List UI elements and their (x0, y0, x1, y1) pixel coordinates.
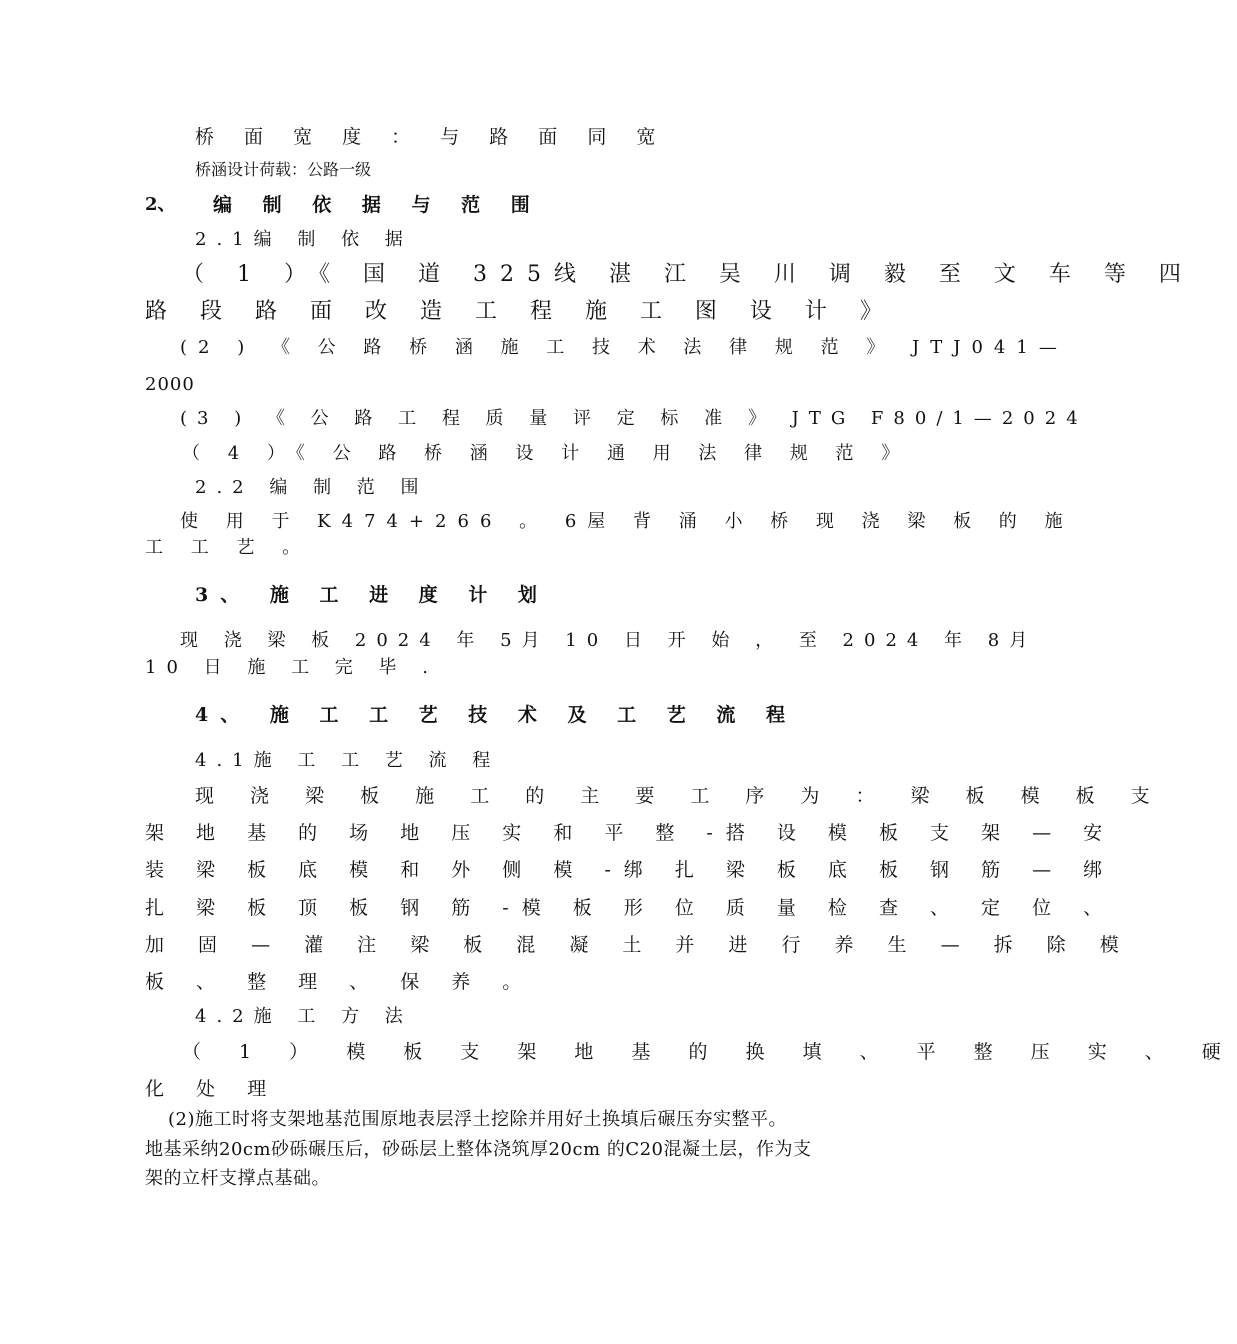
method-item-1-line-1: （ 1 ） 模 板 支 架 地 基 的 换 填 、 平 整 压 实 、 硬 (182, 1041, 1237, 1063)
basis-item-1-line-1: （ 1 ）《 国 道 325线 湛 江 吴 川 调 毅 至 文 车 等 四 (182, 262, 1194, 287)
process-line-6: 板 、 整 理 、 保 养 。 (145, 971, 535, 993)
basis-item-4: （ 4 ）《 公 路 桥 涵 设 计 通 用 法 律 规 范 》 (182, 443, 911, 464)
method-item-2-line-2: 地基采纳20cm砂砾碾压后，砂砾层上整体浇筑厚20cm 的C20混凝土层，作为支 (145, 1139, 812, 1160)
design-load-line: 桥涵设计荷载：公路一级 (195, 160, 372, 179)
basis-item-3: (3 ) 《 公 路 工 程 质 量 评 定 标 准 》 JTG F80/1—2024 (180, 408, 1088, 429)
method-item-2-line-3: 架的立杆支撑点基础。 (145, 1168, 330, 1189)
subsection-4-1-heading: 4.1施 工 工 艺 流 程 (195, 750, 501, 771)
process-line-2: 架 地 基 的 场 地 压 实 和 平 整 -搭 设 模 板 支 架 — 安 (145, 822, 1116, 844)
section-3-heading: 3、 施 工 进 度 计 划 (195, 584, 549, 606)
basis-item-2-line-2: 2000 (145, 374, 195, 395)
schedule-line-2: 10 日 施 工 完 毕 . (145, 657, 438, 678)
process-line-1: 现 浇 梁 板 施 工 的 主 要 工 序 为 ： 梁 板 模 板 支 (195, 785, 1165, 807)
section-2-heading: 编 制 依 据 与 范 围 (213, 194, 542, 216)
schedule-line-1: 现 浇 梁 板 2024 年 5月 10 日 开 始 ， 至 2024 年 8月 (180, 630, 1038, 651)
method-item-1-line-2: 化 处 理 (145, 1078, 280, 1100)
subsection-2-1-heading: 2.1编 制 依 据 (195, 229, 413, 250)
process-line-4: 扎 梁 板 顶 板 钢 筋 -模 板 形 位 质 量 检 查 、 定 位 、 (145, 897, 1116, 919)
method-item-2-line-1: (2)施工时将支架地基范围原地表层浮土挖除并用好土换填后碾压夯实整平。 (168, 1109, 787, 1130)
process-line-5: 加 固 — 灌 注 梁 板 混 凝 土 并 进 行 养 生 — 拆 除 模 (145, 934, 1133, 956)
section-4-heading: 4、 施 工 工 艺 技 术 及 工 艺 流 程 (195, 704, 797, 726)
bridge-width-line: 桥 面 宽 度 ： 与 路 面 同 宽 (195, 126, 668, 148)
subsection-4-2-heading: 4.2施 工 方 法 (195, 1006, 413, 1027)
subsection-2-2-heading: 2.2 编 制 范 围 (195, 477, 429, 498)
process-line-3: 装 梁 板 底 模 和 外 侧 模 -绑 扎 梁 板 底 板 钢 筋 — 绑 (145, 859, 1116, 881)
basis-item-2-line-1: (2 ) 《 公 路 桥 涵 施 工 技 术 法 律 规 范 》 JTJ041— (180, 337, 1068, 358)
section-2-number: 2、 (145, 194, 176, 215)
scope-line-1: 使 用 于 K474+266 。 6屋 背 涌 小 桥 现 浇 梁 板 的 施 (180, 511, 1074, 532)
basis-item-1-line-2: 路 段 路 面 改 造 工 程 施 工 图 设 计 》 (145, 299, 895, 324)
scope-line-2: 工 工 艺 。 (145, 537, 312, 558)
